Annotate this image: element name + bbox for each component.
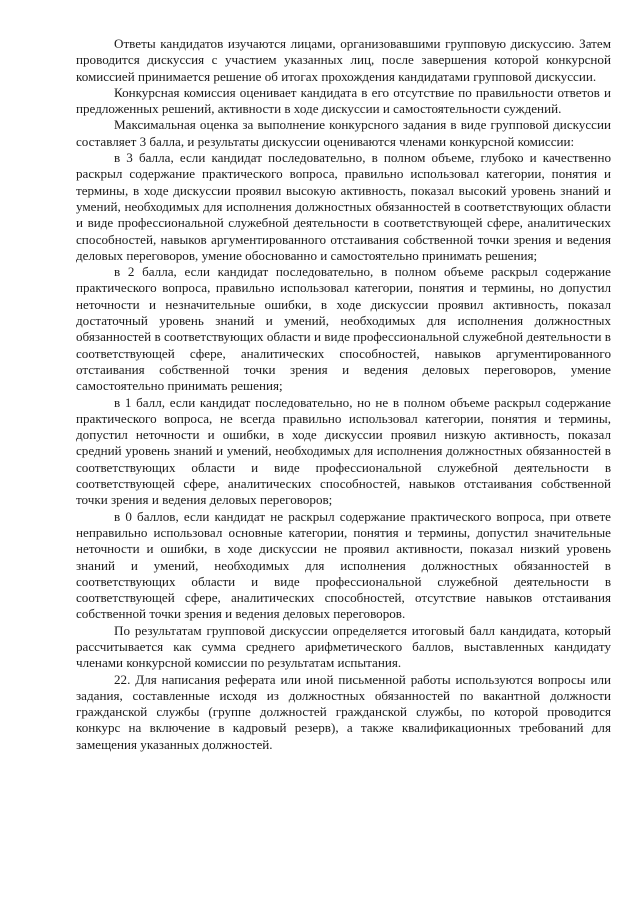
paragraph-discussion-review: Ответы кандидатов изучаются лицами, организовавшими групповую дискуссию. Затем проводится дискуссия с участием указанных лиц, после завершения которой конкурсной комиссией принимается решение об итогах прохождения кандидатами групповой дискуссии. bbox=[76, 36, 611, 84]
paragraph-score-3: в 3 балла, если кандидат последовательно, в полном объеме, глубоко и качественно раскрыл содержание практического вопроса, правильно использовал категории, понятия и термины, в ходе дискуссии проявил высокую активность, показал высокий уровень знаний и умений, необходимых для исполнения должностных обязанностей в соответствующих области и виде профессиональной служебной деятельности в соответствующей сфере, аналитических способностей, навыков аргументированного отстаивания собственной точки зрения и ведения деловых переговоров, умение обоснованно и самостоятельно принимать решения; bbox=[76, 150, 611, 263]
paragraph-score-1: в 1 балл, если кандидат последовательно, но не в полном объеме раскрыл содержание практического вопроса, не всегда правильно использовал категории, понятия и термины, допустил неточности и ошибки, в ходе дискуссии проявил низкую активность, показал средний уровень знаний и умений, необходимых для исполнения должностных обязанностей в соответствующих области и виде профессиональной служебной деятельности в соответствующей сфере, аналитических способностей, навыков отстаивания собственной точки зрения и ведения деловых переговоров; bbox=[76, 394, 611, 508]
paragraph-score-0: в 0 баллов, если кандидат не раскрыл содержание практического вопроса, при ответе неправильно использовал основные категории, понятия и термины, допустил значительные неточности и ошибки, в ходе дискуссии не проявил активности, показал низкий уровень знаний и умений, необходимых для исполнения должностных обязанностей в соответствующих области и виде профессиональной служебной деятельности в соответствующей сфере, аналитических способностей, отсутствие навыков отстаивания собственной точки зрения и ведения деловых переговоров. bbox=[76, 508, 611, 622]
paragraph-commission-evaluation: Конкурсная комиссия оценивает кандидата в его отсутствие по правильности ответов и предложенных решений, активности в ходе дискуссии и самостоятельности суждений. bbox=[76, 84, 611, 117]
document-page bbox=[76, 36, 611, 753]
paragraph-max-score: Максимальная оценка за выполнение конкурсного задания в виде групповой дискуссии составляет 3 балла, и результаты дискуссии оцениваются членами конкурсной комиссии: bbox=[76, 117, 611, 149]
paragraph-final-score: По результатам групповой дискуссии определяется итоговый балл кандидата, который рассчитывается как сумма среднего арифметического баллов, выставленных кандидату членами конкурсной комиссии по результатам испытания. bbox=[76, 622, 611, 671]
paragraph-score-2: в 2 балла, если кандидат последовательно, в полном объеме раскрыл содержание практического вопроса, правильно использовал категории, понятия и термины, но допустил неточности и незначительные ошибки, в ходе дискуссии проявил активность, показал достаточный уровень знаний и умений, необходимых для исполнения должностных обязанностей в соответствующих области и виде профессиональной служебной деятельности в соответствующей сфере, аналитических способностей, навыков аргументированного отстаивания собственной точки зрения и ведения деловых переговоров, умение самостоятельно принимать решения; bbox=[76, 264, 611, 394]
paragraph-item-22: 22. Для написания реферата или иной письменной работы используются вопросы или задания, составленные исходя из должностных обязанностей по вакантной должности гражданской службы (группе должностей гражданской службы, по которой проводится конкурс на включение в кадровый резерв), а также квалификационных требований для замещения указанных должностей. bbox=[76, 671, 611, 752]
